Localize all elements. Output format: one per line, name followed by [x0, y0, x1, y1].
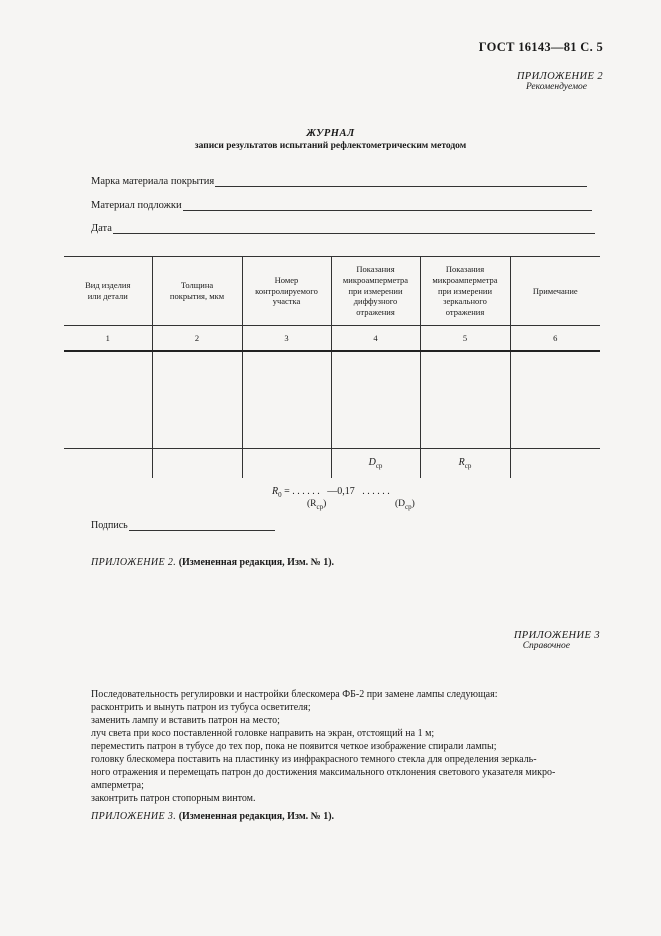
table-cell[interactable] [242, 351, 331, 449]
table-cell[interactable] [510, 351, 600, 449]
procedure-line: расконтрить и вынуть патрон из тубуса осветителя; [91, 702, 311, 713]
field-coating-brand [91, 176, 587, 187]
appendix-2-note [91, 557, 334, 568]
table-cell [152, 449, 242, 479]
procedure-line: луч света при косо поставленной головке направить на экран, отстоящий на 1 м; [91, 728, 435, 739]
journal-subtitle: записи результатов испытаний рефлектометрическим методом [194, 141, 467, 151]
column-number: 2 [152, 326, 242, 352]
denom-open: (D [395, 499, 406, 509]
formula [272, 486, 390, 499]
table-cell [242, 449, 331, 479]
header-cell [64, 257, 152, 326]
header-line: при измерении [348, 285, 403, 296]
header-line: зеркального [443, 296, 487, 307]
procedure-line: амперметра; [91, 780, 144, 791]
column-number: 1 [64, 326, 152, 352]
appendix-2-status: Рекомендуемое [525, 82, 587, 92]
header-line: Номер [274, 275, 299, 286]
signature-field [91, 520, 275, 531]
journal-table [64, 256, 600, 478]
table-cell [64, 449, 152, 479]
header-line: Примечание [532, 285, 578, 296]
header-line: Показания [445, 264, 485, 275]
signature-line [129, 520, 275, 531]
header-line: микроамперметра [342, 275, 409, 286]
table-cell[interactable] [331, 351, 420, 449]
header-cell [420, 257, 510, 326]
formula-expr: = . . . . . . —0,17 . . . . . . [281, 486, 390, 497]
table-cell[interactable] [420, 351, 510, 449]
table-header-row [64, 257, 600, 326]
field-label: Марка материала покрытия [91, 176, 215, 187]
header-line: Толщина [180, 280, 214, 291]
procedure-line: головку блескомера поставить на пластинку из инфракрасного темного стекла для определения зеркаль- [91, 754, 537, 765]
note-text: (Измененная редакция, Изм. № 1). [178, 557, 335, 568]
formula-lhs-sub: 0 [278, 491, 282, 499]
procedure-line: заменить лампу и вставить патрон на место; [91, 715, 280, 726]
header-cell [331, 257, 420, 326]
denom-close: ) [323, 499, 327, 509]
header-cell [152, 257, 242, 326]
formula-lhs: R [272, 486, 279, 497]
formula-denominator-d [395, 499, 415, 511]
header-line: покрытия, мкм [169, 291, 225, 301]
total-r-sub: ср [464, 461, 472, 470]
total-d-sub: ср [375, 461, 383, 470]
header-line: отражения [356, 306, 395, 317]
table-row [64, 351, 600, 449]
column-number: 6 [510, 326, 600, 352]
note-prefix: ПРИЛОЖЕНИЕ 3. [91, 811, 177, 822]
header-line: при измерении [437, 285, 493, 296]
procedure-line: Последовательность регулировки и настройки блескомера ФБ-2 при замене лампы следующая: [91, 689, 498, 700]
appendix-3-status: Справочное [522, 641, 570, 651]
denom-open: (R [307, 499, 317, 509]
total-r: R [458, 456, 465, 468]
header-line: диффузного [353, 296, 398, 307]
total-d: D [368, 456, 376, 468]
denom-sub: ср [316, 502, 324, 511]
procedure-text [91, 688, 601, 805]
table-total-row [64, 449, 600, 479]
header-line: Вид изделия [85, 280, 131, 291]
note-prefix: ПРИЛОЖЕНИЕ 2. [91, 557, 177, 568]
table-number-row [64, 326, 600, 352]
table-cell[interactable] [152, 351, 242, 449]
header-line: участка [272, 296, 301, 307]
procedure-line: переместить патрон в тубусе до тех пор, пока не появится четкое изображение спирали лампы; [91, 741, 497, 752]
field-label: Материал подложки [91, 200, 182, 211]
column-number: 5 [420, 326, 510, 352]
header-cell [242, 257, 331, 326]
header-line: контролируемого [255, 285, 318, 296]
header-line: микроамперметра [432, 275, 498, 286]
procedure-line: ного отражения и перемещать патрон до достижения максимального отклонения светового указателя микро- [91, 767, 556, 778]
total-r-cell [420, 449, 510, 479]
table-cell[interactable] [64, 351, 152, 449]
fill-line [113, 223, 595, 234]
table-cell [510, 449, 600, 479]
header-line: или детали [87, 291, 128, 301]
appendix-3-title: ПРИЛОЖЕНИЕ 3 [513, 630, 600, 641]
fill-line [215, 176, 587, 187]
header-cell [510, 257, 600, 326]
column-number: 3 [242, 326, 331, 352]
page-header: ГОСТ 16143—81 С. 5 [478, 40, 603, 54]
signature-label: Подпись [91, 520, 128, 531]
procedure-line: законтрить патрон стопорным винтом. [91, 793, 256, 804]
denom-sub: ср [405, 502, 412, 511]
total-d-cell [331, 449, 420, 479]
fill-line [183, 200, 592, 211]
header-line: Показания [356, 264, 395, 275]
formula-denominator-r [307, 499, 326, 511]
appendix-3-note [91, 811, 334, 822]
journal-title: ЖУРНАЛ [306, 128, 355, 139]
denom-close: ) [411, 499, 415, 509]
field-substrate [91, 200, 592, 211]
field-date [91, 223, 595, 234]
header-line: отражения [445, 306, 485, 317]
field-label: Дата [91, 223, 112, 234]
appendix-2-title: ПРИЛОЖЕНИЕ 2 [516, 71, 603, 82]
note-text: (Измененная редакция, Изм. № 1). [178, 811, 335, 822]
column-number: 4 [331, 326, 420, 352]
